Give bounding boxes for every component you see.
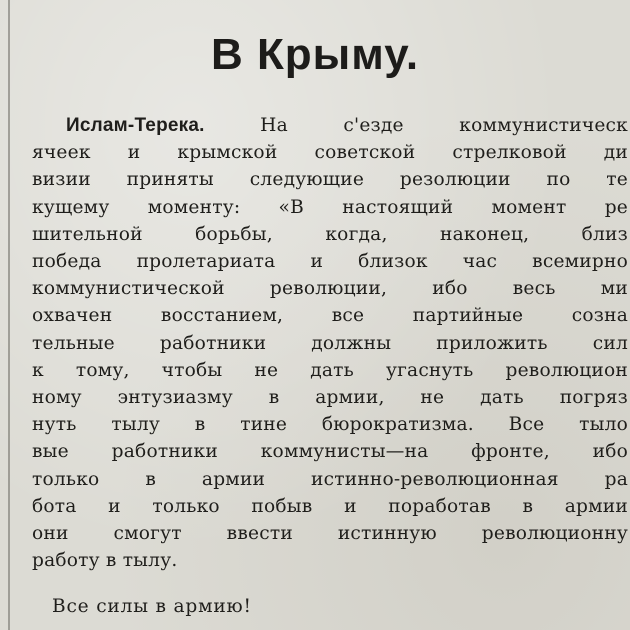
article-line: победа пролетариата и близок час всемирно <box>32 251 628 273</box>
column-rule <box>8 0 10 630</box>
article-line: кущему моменту: «В настоящий момент ре <box>32 196 628 218</box>
article-line: только в армии истинно-революционная ра <box>32 468 628 490</box>
article-body <box>32 112 628 574</box>
article-line: они смогут ввести истинную революционну <box>32 523 628 545</box>
closing-slogan: Все силы в армию! <box>52 596 252 617</box>
article-line: тельные работники должны приложить сил <box>32 332 628 354</box>
article-line: коммунистической революции, ибо весь ми <box>32 278 628 300</box>
article-line: шительной борьбы, когда, наконец, близ <box>32 223 628 245</box>
article-line: нуть тылу в тине бюрократизма. Все тыло <box>32 414 628 436</box>
article-line: визии приняты следующие резолюции по те <box>32 169 628 191</box>
article-line: ячеек и крымской советской стрелковой ди <box>32 142 628 164</box>
article-line: вые работники коммунисты—на фронте, ибо <box>32 441 628 463</box>
place-name: Ислам-Терека. <box>66 115 205 136</box>
article-line: охвачен восстанием, все партийные созна <box>32 305 628 327</box>
article-headline: В Крыму. <box>210 30 420 79</box>
article-line: работу в тылу. <box>32 550 178 572</box>
article-line: ному энтузиазму в армии, не дать погряз <box>32 387 628 409</box>
article-line: Ислам-Терека. На с'езде коммунистическ <box>66 115 628 136</box>
article-line: бота и только побыв и поработав в армии <box>32 495 628 517</box>
article-line: к тому, чтобы не дать угаснуть революцион <box>32 359 628 381</box>
